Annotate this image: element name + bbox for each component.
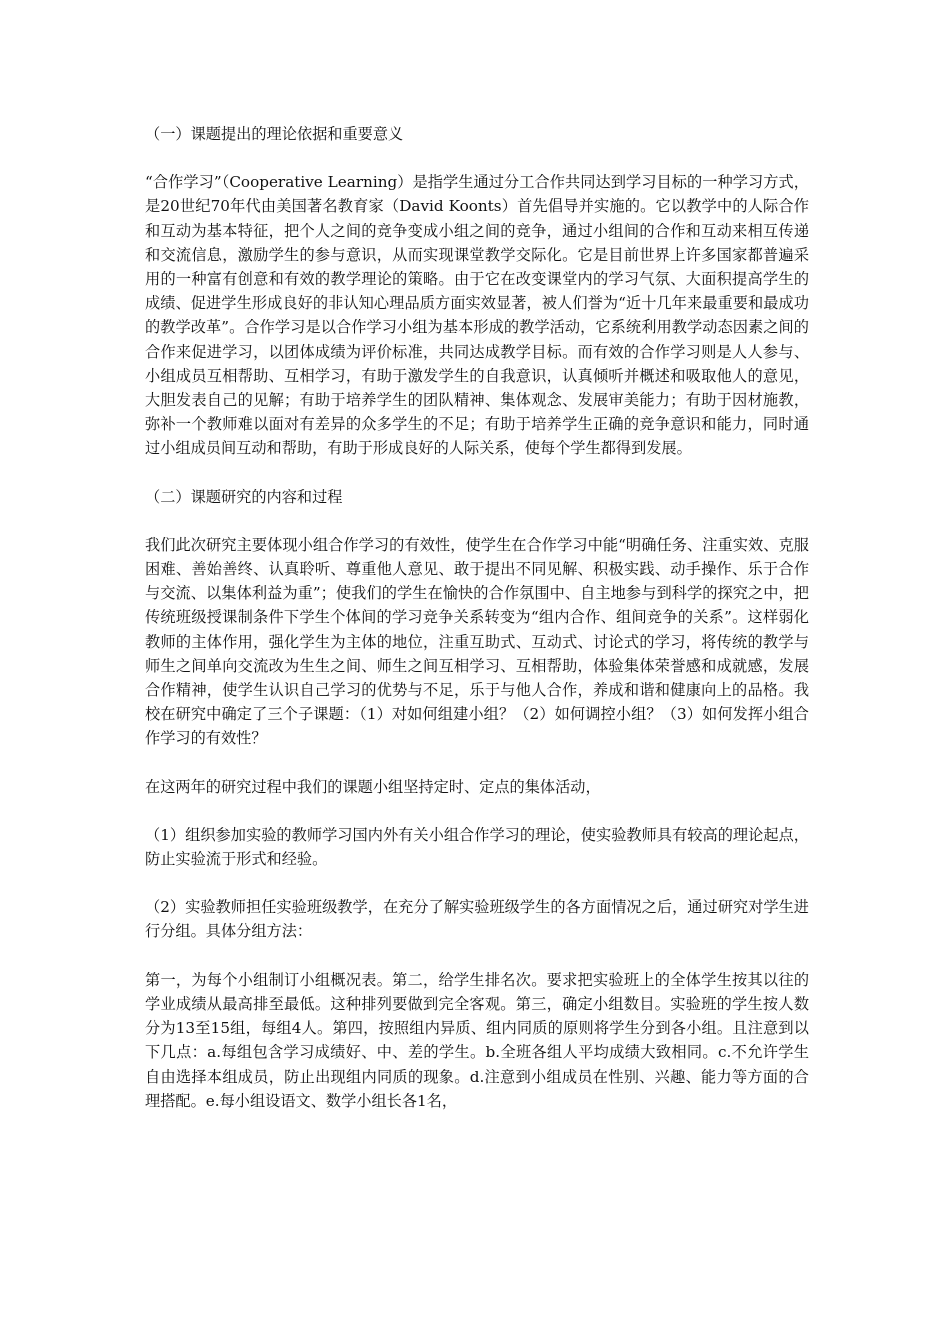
paragraph-step-1: （1）组织参加实验的教师学习国内外有关小组合作学习的理论，使实验教师具有较高的理论起点，防止实验流于形式和经验。 — [145, 825, 809, 869]
paragraph-step-2: （2）实验教师担任实验班级教学，在充分了解实验班级学生的各方面情况之后，通过研究对学生进行分组。具体分组方法： — [145, 898, 809, 941]
paragraph-research-content: 我们此次研究主要体现小组合作学习的有效性，使学生在合作学习中能“明确任务、注重实效、克服困难、善始善终、认真聆听、尊重他人意见、敢于提出不同见解、积极实践、动手操作、乐于合作与交流、以集体利益为重”；使我们的学生在愉快的合作氛围中、自主地参与到科学的探究之中，把传统班级授课制条件下学生个体间的学习竞争关系转变为“组内合作、组间竞争的关系”。这样弱化教师的主体作用，强化学生为主体的地位，注重互助式、互动式、讨论式的学习，将传统的教学与师生之间单向交流改为生生之间、师生之间互相学习、互相帮助，体验集体荣誉感和成就感，发展合作精神，使学生认识自己学习的优势与不足，乐于与他人合作，养成和谐和健康向上的品格。我校在研究中确定了三个子课题：（1）对如何组建小组？（2）如何调控小组？（3）如何发挥小组合作学习的有效性？ — [145, 535, 809, 748]
paragraph-research-process: 在这两年的研究过程中我们的课题小组坚持定时、定点的集体活动， — [145, 777, 601, 796]
document-body — [145, 122, 809, 1137]
section-heading-2: （二）课题研究的内容和过程 — [145, 487, 343, 506]
section-heading-1: （一）课题提出的理论依据和重要意义 — [145, 125, 404, 143]
paragraph-grouping-method: 第一，为每个小组制订小组概况表。第二，给学生排名次。要求把实验班上的全体学生按其以往的学业成绩从最高排至最低。这种排列要做到完全客观。第三，确定小组数目。实验班的学生按人数分为13至15组，每组4人。第四，按照组内异质、组内同质的原则将学生分到各小组。且注意到以下几点：a.每组包含学习成绩好、中、差的学生。b.全班各组人平均成绩大致相同。c.不允许学生自由选择本组成员，防止出现组内同质的现象。d.注意到小组成员在性别、兴趣、能力等方面的合理搭配。e.每小组设语文、数学小组长各1名， — [145, 970, 809, 1110]
paragraph-cooperative-learning: “合作学习”（Cooperative Learning）是指学生通过分工合作共同达到学习目标的一种学习方式，是20世纪70年代由美国著名教育家（David Koonts）首先倡导并实施的。它以教学中的人际合作和互动为基本特征，把个人之间的竞争变成小组之间的竞争，通过小组间的合作和互动来相互传递和交流信息，激励学生的参与意识，从而实现课堂教学交际化。它是目前世界上许多国家都普遍采用的一种富有创意和有效的教学理论的策略。由于它在改变课堂内的学习气氛、大面积提高学生的成绩、促进学生形成良好的非认知心理品质方面实效显著，被人们誉为“近十几年来最重要和最成功的教学改革”。合作学习是以合作学习小组为基本形成的教学活动，它系统利用教学动态因素之间的合作来促进学习，以团体成绩为评价标准，共同达成教学目标。而有效的合作学习则是人人参与、小组成员互相帮助、互相学习，有助于激发学生的自我意识，认真倾听并概述和吸取他人的意见，大胆发表自己的见解；有助于培养学生的团队精神、集体观念、发展审美能力；有助于因材施教，弥补一个教师难以面对有差异的众多学生的不足；有助于培养学生正确的竞争意识和能力，同时通过小组成员间互动和帮助，有助于形成良好的人际关系，使每个学生都得到发展。 — [145, 173, 809, 458]
